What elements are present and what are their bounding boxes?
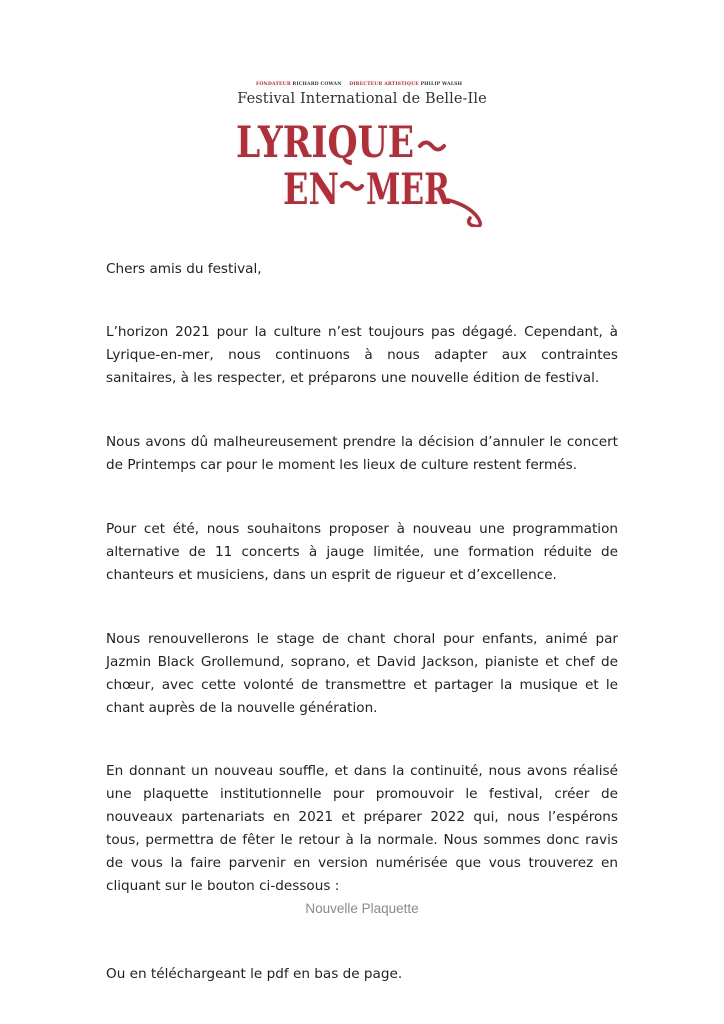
paragraph-2: Nous avons dû malheureusement prendre la décision d’annuler le concert de Printemps car pour le moment les lieux de culture restent fermés. — [106, 434, 618, 473]
festival-name: Festival International de Belle-Ile — [237, 91, 487, 107]
closing-line: Ou en téléchargeant le pdf en bas de page. — [106, 966, 403, 982]
founder-role: FONDATEUR — [255, 82, 291, 87]
paragraph-5: En donnant un nouveau souffle, et dans la continuité, nous avons réalisé une plaquette institutionnelle pour promouvoir le festival, créer de nouveaux partenariats en 2021 et préparer 2022 qui, nous l’espérons tous, permettra de fêter le retour à la normale. Nous sommes donc ravis de vous la faire parvenir en version numérisée que vous trouverez en cliquant sur le bouton ci-dessous : — [106, 763, 618, 894]
logo-line-mer: MER — [366, 165, 451, 215]
greeting: Chers amis du festival, — [106, 261, 262, 277]
founder-name: RICHARD COWAN — [292, 82, 342, 87]
paragraph-4: Nous renouvellerons le stage de chant choral pour enfants, animé par Jazmin Black Grollemund, soprano, et David Jackson, pianiste et chef de chœur, avec cette volonté de transmettre et partager la musique et le chant auprès de la nouvelle génération. — [106, 631, 618, 716]
logo-tilde-2 — [342, 183, 362, 189]
logo-swash — [448, 200, 480, 226]
logo-tilde-1 — [420, 143, 444, 150]
director-role: DIRECTEUR ARTISTIQUE — [349, 82, 419, 87]
director-name: PHILIP WALSH — [420, 82, 463, 87]
paragraph-1: L’horizon 2021 pour la culture n’est toujours pas dégagé. Cependant, à Lyrique-en-mer, nous continuons à nous adapter aux contraintes sanitaires, à les respecter, et préparons une nouvelle édition de festival. — [106, 324, 618, 386]
header-credits — [0, 82, 724, 87]
logo-line-en: EN — [283, 165, 339, 215]
logo-line-lyrique: LYRIQUE — [236, 118, 414, 168]
nouvelle-plaquette-button[interactable]: Nouvelle Plaquette — [305, 901, 419, 916]
paragraph-3: Pour cet été, nous souhaitons proposer à nouveau une programmation alternative de 11 concerts à jauge limitée, une formation réduite de chanteurs et musiciens, dans un esprit de rigueur et d’excellence. — [106, 521, 618, 583]
festival-logo — [228, 112, 498, 227]
